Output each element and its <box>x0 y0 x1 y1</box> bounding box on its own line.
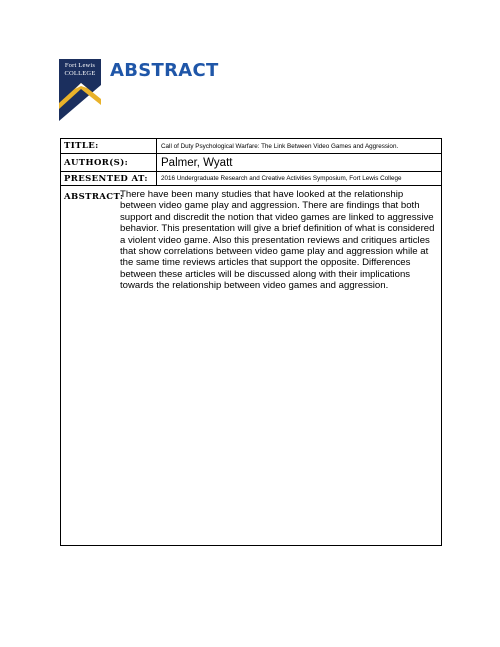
college-logo-line2: COLLEGE <box>64 69 96 77</box>
title-value: Call of Duty Psychological Warfare: The Link Between Video Games and Aggression. <box>161 142 399 150</box>
author-row <box>61 154 441 172</box>
presented-value: 2016 Undergraduate Research and Creative Activities Symposium, Fort Lewis College <box>161 175 402 182</box>
page-title: ABSTRACT <box>110 60 219 81</box>
abstract-text: There have been many studies that have looked at the relationship between video game play and aggression. There are findings that both support and discredit the notion that video games are linked to aggressive behavior. This presentation will give a brief definition of what is considered a violent video game. Also this presentation reviews and critiques articles that show correlations between video game play and aggression while at the same time reviews articles that support the opposite. Differences between these articles will be discussed along with their implications towards the relationship between video games and aggression. <box>120 189 435 292</box>
title-row <box>61 139 441 154</box>
presented-row <box>61 172 441 186</box>
college-logo-line1: Fort Lewis <box>64 62 96 69</box>
author-value: Palmer, Wyatt <box>161 156 233 169</box>
author-label: AUTHOR(S): <box>61 154 157 171</box>
college-logo-text <box>59 62 101 77</box>
abstract-label: ABSTRACT: <box>64 192 124 202</box>
title-label: TITLE: <box>61 139 157 153</box>
abstract-form <box>60 138 442 546</box>
college-logo <box>59 59 101 121</box>
presented-label: PRESENTED AT: <box>61 172 157 185</box>
